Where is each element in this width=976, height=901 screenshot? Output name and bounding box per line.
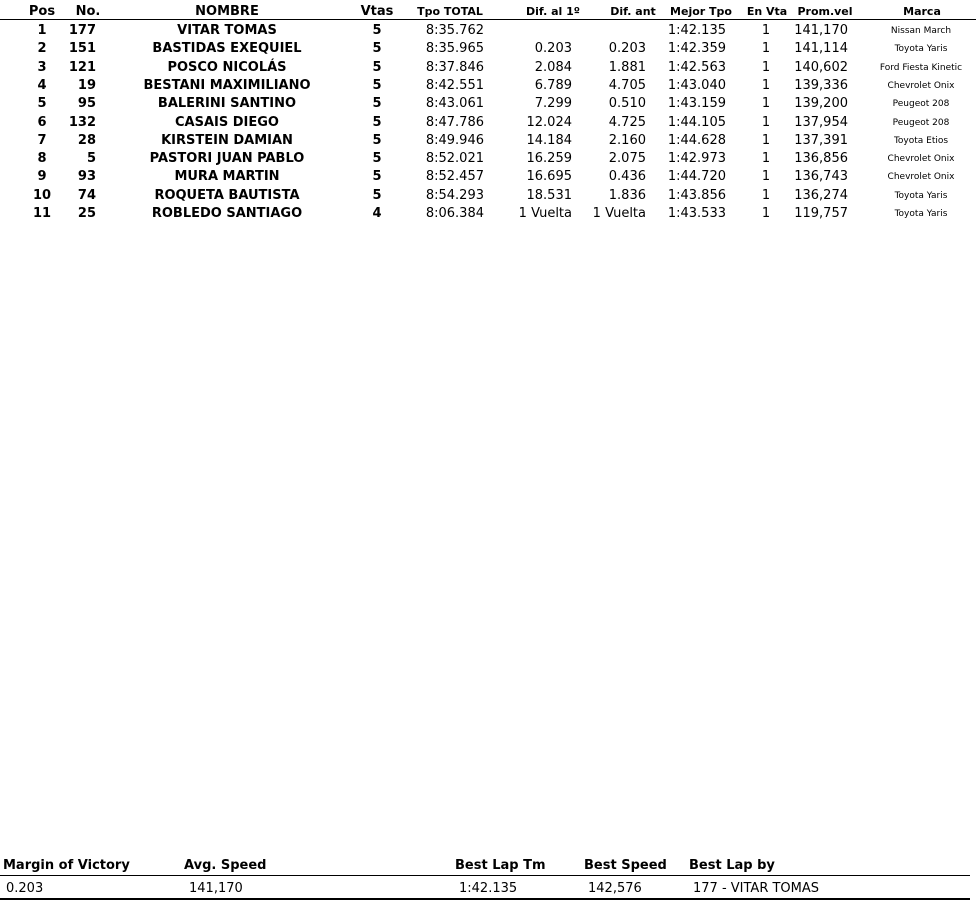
footer-value-best-lap-by: 177 - VITAR TOMAS xyxy=(693,881,820,896)
cell-pos: 9 xyxy=(37,169,47,185)
table-row xyxy=(0,205,976,223)
cell-dif-1: 16.695 xyxy=(526,169,572,185)
cell-marca: Peugeot 208 xyxy=(892,99,950,110)
cell-pos: 1 xyxy=(37,23,47,38)
cell-dif-ant: 4.705 xyxy=(608,77,646,93)
cell-mejor-tpo: 1:42.563 xyxy=(667,59,726,75)
cell-mejor-tpo: 1:42.359 xyxy=(667,41,726,57)
cell-vtas: 5 xyxy=(372,41,382,57)
cell-marca: Chevrolet Onix xyxy=(887,172,955,183)
cell-no: 5 xyxy=(86,151,96,167)
col-header-dif-1: Dif. al 1º xyxy=(526,5,580,18)
cell-dif-ant: 0.510 xyxy=(608,96,646,112)
cell-tpo-total: 8:35.965 xyxy=(425,41,484,57)
cell-prom-vel: 139,200 xyxy=(794,96,848,112)
cell-pos: 10 xyxy=(32,187,52,203)
cell-prom-vel: 141,114 xyxy=(794,41,848,57)
cell-en-vta: 1 xyxy=(761,187,771,203)
cell-marca: Peugeot 208 xyxy=(892,117,950,128)
table-row xyxy=(0,168,976,186)
cell-vtas: 5 xyxy=(372,187,382,203)
table-row xyxy=(0,187,976,205)
cell-prom-vel: 119,757 xyxy=(794,206,848,221)
cell-vtas: 5 xyxy=(372,59,382,75)
cell-prom-vel: 136,856 xyxy=(794,151,848,167)
table-row xyxy=(0,95,976,113)
cell-pos: 2 xyxy=(37,41,47,57)
cell-vtas: 5 xyxy=(372,114,382,130)
cell-mejor-tpo: 1:43.040 xyxy=(667,77,726,93)
footer-value-best-speed: 142,576 xyxy=(588,881,642,896)
cell-no: 25 xyxy=(77,206,96,221)
cell-en-vta: 1 xyxy=(761,41,771,57)
cell-marca: Toyota Etios xyxy=(893,135,949,146)
cell-vtas: 5 xyxy=(372,23,382,38)
cell-vtas: 5 xyxy=(372,151,382,167)
cell-marca: Ford Fiesta Kinetic xyxy=(879,62,963,73)
cell-tpo-total: 8:37.846 xyxy=(425,59,484,75)
cell-nombre: ROQUETA BAUTISTA xyxy=(154,187,300,203)
cell-pos: 7 xyxy=(37,132,47,148)
cell-nombre: ROBLEDO SANTIAGO xyxy=(151,206,303,221)
table-row xyxy=(0,132,976,150)
footer-label-best-speed: Best Speed xyxy=(584,858,667,873)
cell-mejor-tpo: 1:44.720 xyxy=(667,169,726,185)
cell-dif-1: 14.184 xyxy=(526,132,572,148)
cell-tpo-total: 8:52.457 xyxy=(425,169,484,185)
cell-en-vta: 1 xyxy=(761,96,771,112)
footer-value-best-lap-tm: 1:42.135 xyxy=(459,881,518,896)
table-row xyxy=(0,114,976,132)
cell-no: 74 xyxy=(77,187,96,203)
cell-en-vta: 1 xyxy=(761,114,771,130)
cell-mejor-tpo: 1:44.628 xyxy=(667,132,726,148)
cell-pos: 5 xyxy=(37,96,47,112)
cell-vtas: 5 xyxy=(372,169,382,185)
cell-tpo-total: 8:52.021 xyxy=(425,151,484,167)
cell-vtas: 5 xyxy=(372,132,382,148)
cell-no: 151 xyxy=(68,41,96,57)
cell-en-vta: 1 xyxy=(761,206,771,221)
cell-marca: Toyota Yaris xyxy=(894,209,948,219)
col-header-dif-ant: Dif. ant xyxy=(610,5,656,18)
footer-label-best-lap-tm: Best Lap Tm xyxy=(455,858,546,873)
cell-tpo-total: 8:42.551 xyxy=(425,77,484,93)
cell-tpo-total: 8:54.293 xyxy=(425,187,484,203)
cell-mejor-tpo: 1:44.105 xyxy=(667,114,726,130)
cell-mejor-tpo: 1:43.159 xyxy=(667,96,726,112)
cell-mejor-tpo: 1:43.533 xyxy=(667,206,726,221)
cell-prom-vel: 137,954 xyxy=(794,114,848,130)
cell-dif-1: 18.531 xyxy=(526,187,572,203)
cell-dif-ant: 1.836 xyxy=(608,187,646,203)
cell-marca: Toyota Yaris xyxy=(894,190,948,201)
cell-vtas: 5 xyxy=(372,96,382,112)
table-header xyxy=(0,3,976,20)
cell-pos: 11 xyxy=(32,206,52,221)
cell-marca: Nissan March xyxy=(890,26,952,36)
cell-en-vta: 1 xyxy=(761,169,771,185)
col-header-tpo-total: Tpo TOTAL xyxy=(417,5,483,18)
cell-nombre: BESTANI MAXIMILIANO xyxy=(143,77,311,93)
footer-bottom-rule xyxy=(0,898,970,900)
cell-nombre: PASTORI JUAN PABLO xyxy=(149,151,305,167)
col-header-prom-vel: Prom.vel xyxy=(797,5,853,18)
footer-value-margin: 0.203 xyxy=(6,881,44,896)
cell-nombre: POSCO NICOLÁS xyxy=(167,59,287,75)
table-row xyxy=(0,77,976,95)
cell-en-vta: 1 xyxy=(761,23,771,38)
cell-pos: 6 xyxy=(37,114,47,130)
cell-dif-ant: 0.203 xyxy=(608,41,646,57)
cell-nombre: BASTIDAS EXEQUIEL xyxy=(152,41,302,57)
cell-tpo-total: 8:06.384 xyxy=(425,206,484,221)
cell-dif-ant: 1.881 xyxy=(608,59,646,75)
table-row xyxy=(0,40,976,58)
cell-no: 19 xyxy=(77,77,96,93)
cell-no: 28 xyxy=(77,132,96,148)
cell-en-vta: 1 xyxy=(761,77,771,93)
footer-label-best-lap-by: Best Lap by xyxy=(689,858,775,873)
cell-no: 177 xyxy=(68,23,96,38)
cell-prom-vel: 137,391 xyxy=(794,132,848,148)
footer-divider xyxy=(0,875,970,876)
cell-mejor-tpo: 1:43.856 xyxy=(667,187,726,203)
col-header-en-vta: En Vta xyxy=(746,5,788,18)
cell-dif-1: 7.299 xyxy=(534,96,572,112)
col-header-nombre: NOMBRE xyxy=(195,4,259,19)
cell-mejor-tpo: 1:42.973 xyxy=(667,151,726,167)
cell-tpo-total: 8:47.786 xyxy=(425,114,484,130)
col-header-marca: Marca xyxy=(903,5,941,18)
cell-dif-1: 6.789 xyxy=(534,77,572,93)
cell-dif-ant: 0.436 xyxy=(608,169,646,185)
cell-dif-ant: 2.160 xyxy=(608,132,646,148)
cell-no: 121 xyxy=(68,59,96,75)
cell-en-vta: 1 xyxy=(761,132,771,148)
col-header-pos: Pos xyxy=(28,4,56,19)
cell-nombre: KIRSTEIN DAMIAN xyxy=(161,132,293,148)
col-header-no: No. xyxy=(75,4,101,19)
cell-vtas: 5 xyxy=(372,77,382,93)
cell-nombre: CASAIS DIEGO xyxy=(175,114,279,130)
cell-tpo-total: 8:49.946 xyxy=(425,132,484,148)
cell-tpo-total: 8:35.762 xyxy=(425,23,484,38)
cell-dif-ant: 4.725 xyxy=(608,114,646,130)
cell-dif-1: 12.024 xyxy=(526,114,572,130)
cell-dif-ant: 1 Vuelta xyxy=(592,206,646,221)
cell-nombre: MURA MARTIN xyxy=(174,169,280,185)
table-row xyxy=(0,59,976,77)
cell-prom-vel: 139,336 xyxy=(794,77,848,93)
footer-value-avg-speed: 141,170 xyxy=(189,881,243,896)
cell-pos: 3 xyxy=(37,59,47,75)
cell-prom-vel: 141,170 xyxy=(794,23,848,38)
cell-prom-vel: 136,743 xyxy=(794,169,848,185)
cell-prom-vel: 140,602 xyxy=(794,59,848,75)
cell-en-vta: 1 xyxy=(761,59,771,75)
cell-marca: Chevrolet Onix xyxy=(887,154,955,165)
cell-dif-1: 0.203 xyxy=(534,41,572,57)
cell-no: 132 xyxy=(68,114,96,130)
footer-label-avg-speed: Avg. Speed xyxy=(184,858,267,873)
table-row xyxy=(0,22,976,40)
cell-vtas: 4 xyxy=(372,206,382,221)
cell-dif-ant: 2.075 xyxy=(608,151,646,167)
cell-dif-1: 1 Vuelta xyxy=(518,206,572,221)
footer-label-margin: Margin of Victory xyxy=(3,858,130,873)
cell-tpo-total: 8:43.061 xyxy=(425,96,484,112)
cell-dif-1: 16.259 xyxy=(526,151,572,167)
cell-dif-1: 2.084 xyxy=(534,59,572,75)
cell-prom-vel: 136,274 xyxy=(794,187,848,203)
cell-marca: Chevrolet Onix xyxy=(887,80,955,91)
cell-nombre: BALERINI SANTINO xyxy=(157,96,297,112)
cell-no: 93 xyxy=(77,169,96,185)
cell-nombre: VITAR TOMAS xyxy=(177,23,277,38)
cell-no: 95 xyxy=(77,96,96,112)
table-row xyxy=(0,150,976,168)
cell-marca: Toyota Yaris xyxy=(894,44,948,55)
cell-pos: 4 xyxy=(37,77,47,93)
col-header-mejor-tpo: Mejor Tpo xyxy=(670,5,732,18)
col-header-vtas: Vtas xyxy=(360,4,394,19)
cell-mejor-tpo: 1:42.135 xyxy=(667,23,726,38)
cell-pos: 8 xyxy=(37,151,47,167)
cell-en-vta: 1 xyxy=(761,151,771,167)
